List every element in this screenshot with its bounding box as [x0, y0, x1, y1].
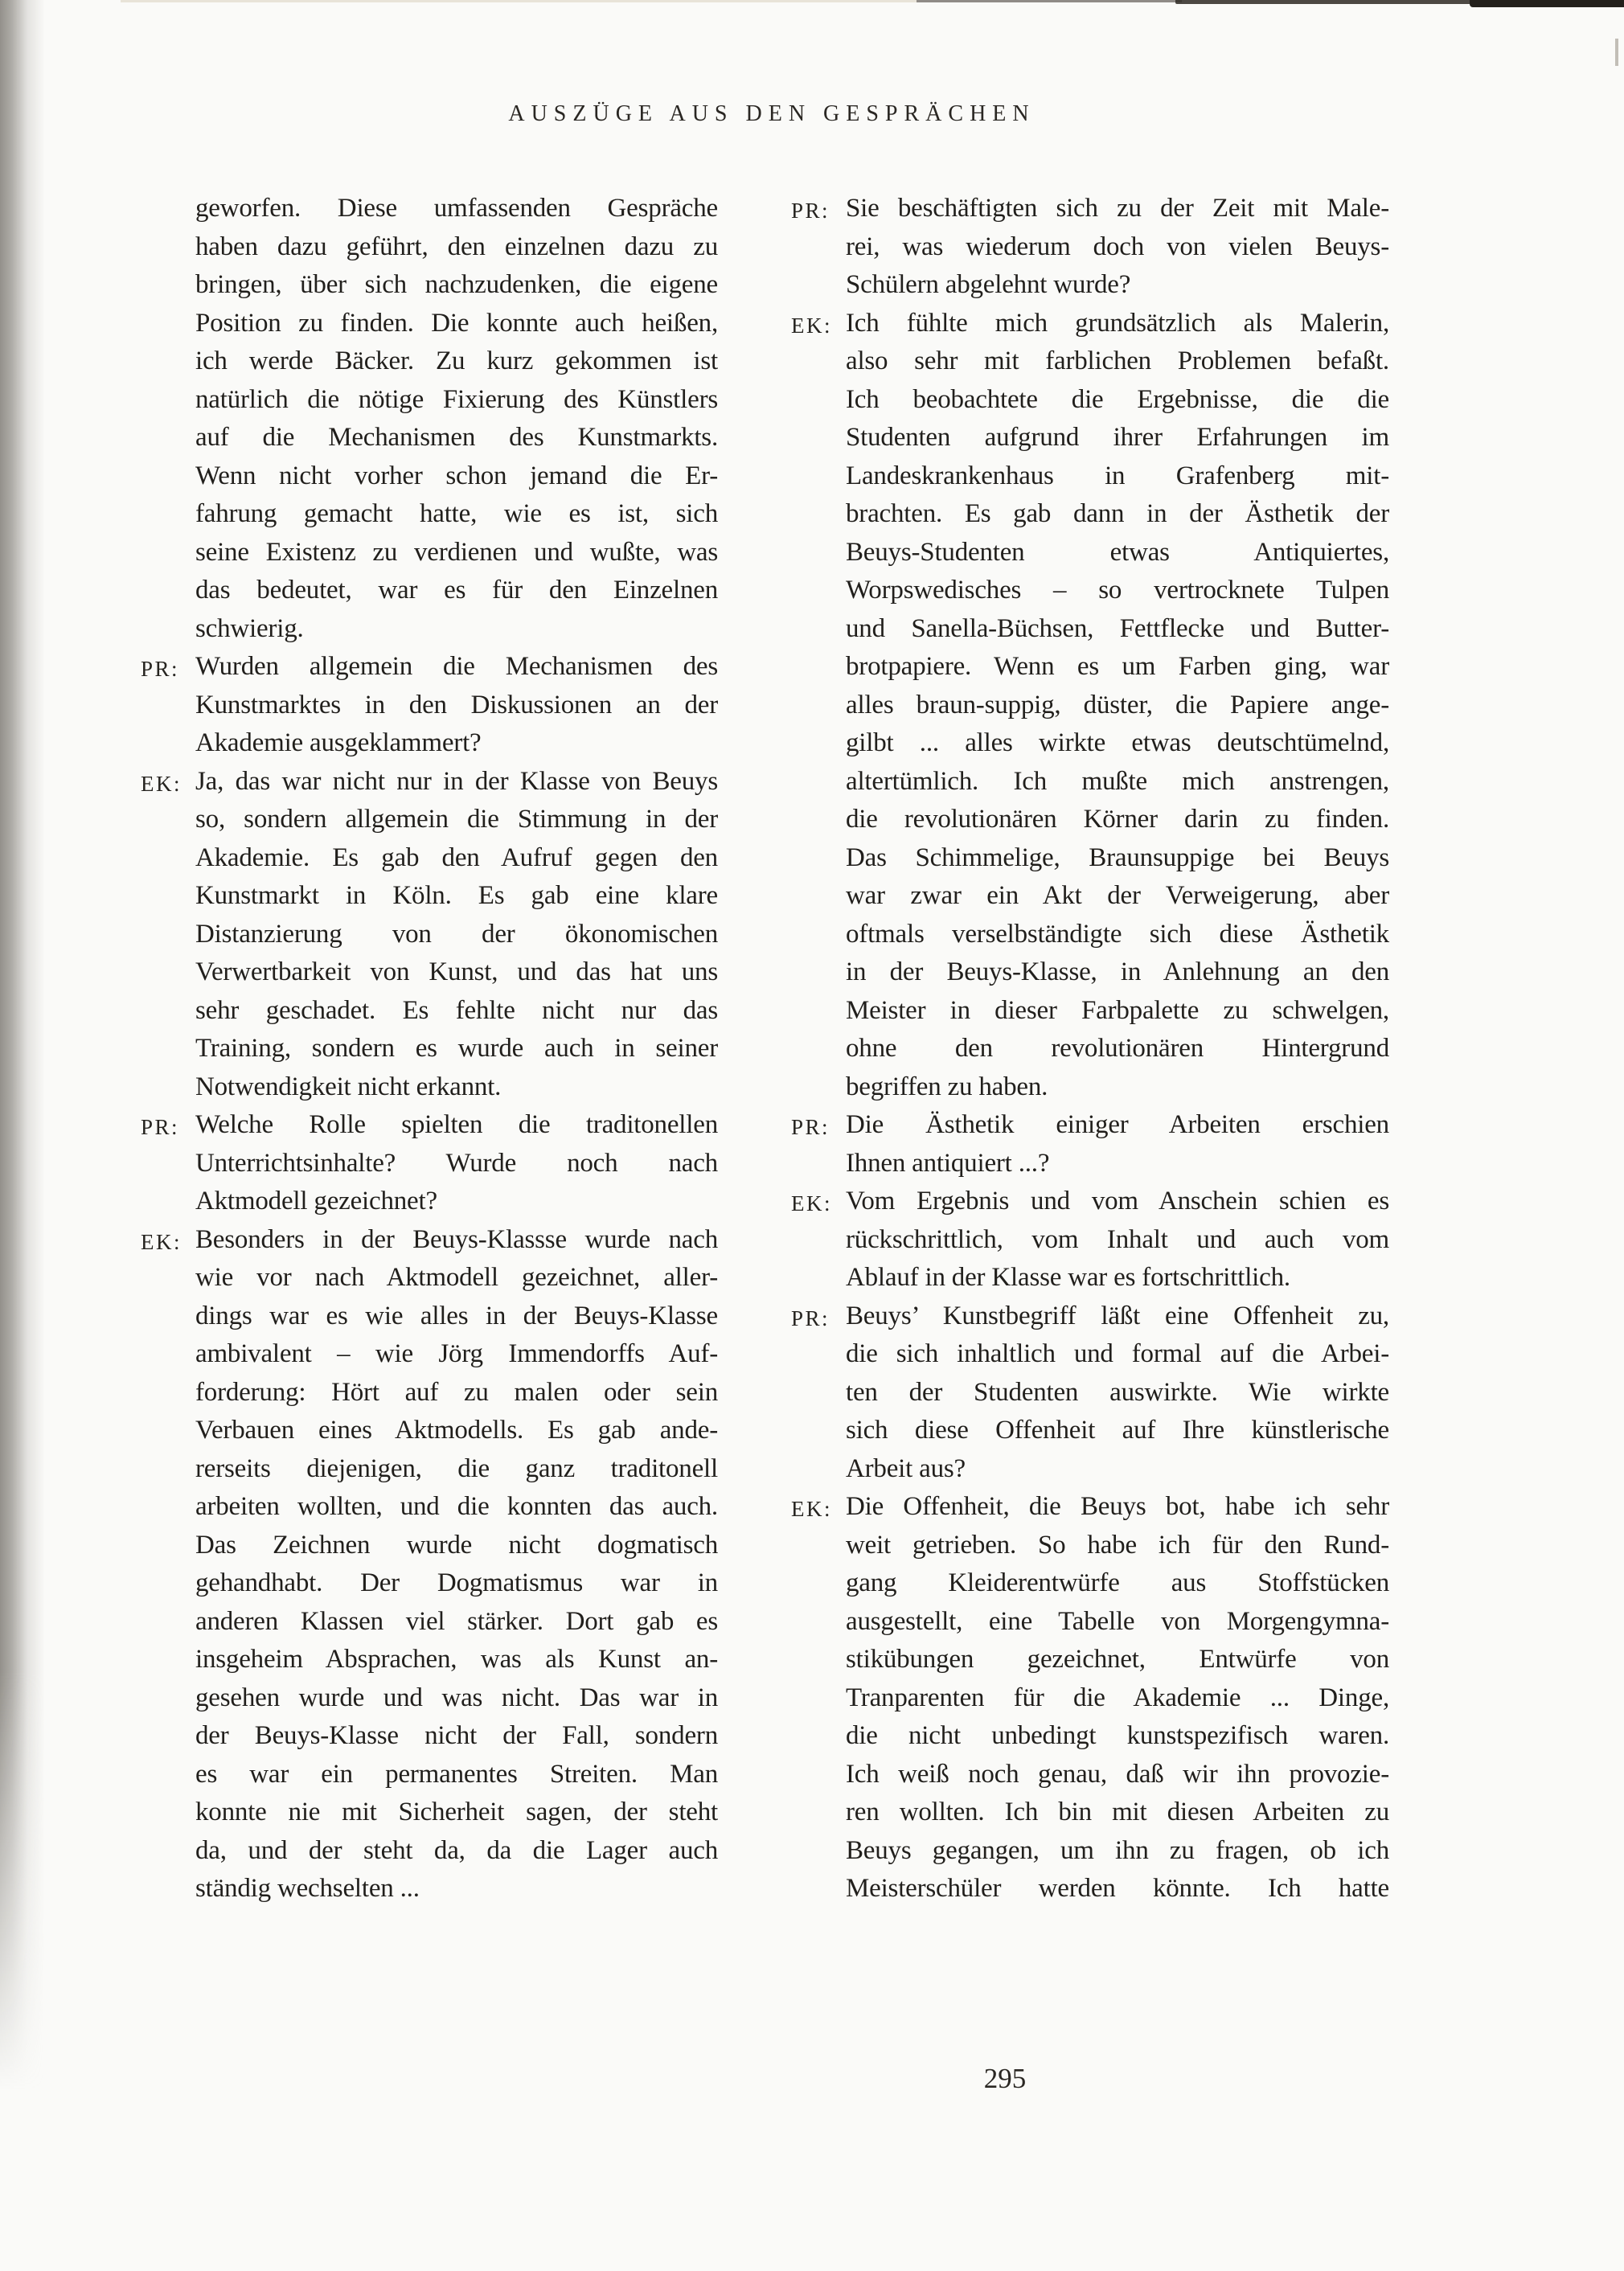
- text-line: [846, 457, 1389, 496]
- text-line: [846, 342, 1389, 381]
- text-line: [846, 953, 1389, 992]
- text-line: [195, 534, 718, 572]
- line-text: da, und der steht da, da die Lager auch: [195, 1835, 718, 1865]
- text-line: [846, 1527, 1389, 1565]
- text-line: [846, 992, 1389, 1031]
- line-text: weit getrieben. So habe ich für den Rund-: [846, 1530, 1389, 1560]
- text-line: [195, 839, 718, 878]
- line-text: sich diese Offenheit auf Ihre künstlerische: [846, 1416, 1389, 1445]
- text-line: [846, 916, 1389, 954]
- text-line: [846, 610, 1389, 649]
- text-line: [195, 266, 718, 305]
- text-line: [195, 1183, 718, 1221]
- text-line: [195, 1297, 718, 1336]
- line-text: Akademie ausgeklammert?: [195, 728, 482, 757]
- line-text: war zwar ein Akt der Verweigerung, aber: [846, 881, 1389, 910]
- speaker-label: PR:: [791, 1306, 830, 1330]
- scan-smudge-top: [121, 0, 917, 2]
- line-text: rei, was wiederum doch von vielen Beuys-: [846, 232, 1389, 261]
- line-text: Aktmodell gezeichnet?: [195, 1187, 437, 1215]
- text-line: [846, 1068, 1389, 1107]
- text-line: [195, 457, 718, 496]
- line-text: so, sondern allgemein die Stimmung in der: [195, 805, 718, 834]
- text-line: [195, 1603, 718, 1642]
- line-text: Distanzierung von der ökonomischen: [195, 919, 718, 949]
- text-line: [141, 1221, 718, 1260]
- line-text: Ich weiß noch genau, daß wir ihn provozie-: [846, 1759, 1389, 1789]
- speaker-label: PR:: [141, 1115, 180, 1139]
- text-line: [195, 1679, 718, 1718]
- line-text: die revolutionären Körner darin zu finden.: [846, 805, 1389, 834]
- line-text: die sich inhaltlich und formal auf die Arbei-: [846, 1339, 1389, 1368]
- line-text: es war ein permanentes Streiten. Man: [195, 1759, 718, 1789]
- line-text: Ja, das war nicht nur in der Klasse von Beuys: [195, 766, 718, 796]
- line-text: Verbauen eines Aktmodells. Es gab ande-: [195, 1416, 718, 1445]
- text-line: [195, 190, 718, 228]
- line-text: Landeskrankenhaus in Grafenberg mit-: [846, 461, 1389, 490]
- text-line: [195, 992, 718, 1031]
- text-line: [195, 724, 718, 763]
- line-text: Meister in dieser Farbpalette zu schwelgen,: [846, 995, 1389, 1025]
- text-line: [141, 763, 718, 801]
- line-text: Unterrichtsinhalte? Wurde noch nach: [195, 1148, 718, 1178]
- text-line: [846, 763, 1389, 801]
- line-text: rerseits diejenigen, die ganz traditonell: [195, 1453, 718, 1483]
- line-text: Position zu finden. Die konnte auch heißen,: [195, 308, 718, 338]
- line-text: Meisterschüler werden könnte. Ich hatte: [846, 1874, 1389, 1903]
- line-text: sehr geschadet. Es fehlte nicht nur das: [195, 995, 718, 1025]
- line-text: Beuys’ Kunstbegriff läßt eine Offenheit zu,: [846, 1301, 1389, 1330]
- text-line: [195, 1068, 718, 1107]
- line-text: forderung: Hört auf zu malen oder sein: [195, 1377, 718, 1407]
- text-line: [846, 1793, 1389, 1832]
- speaker-label: EK:: [141, 771, 182, 796]
- line-text: Die Offenheit, die Beuys bot, habe ich sehr: [846, 1492, 1389, 1521]
- text-line: [791, 1106, 1389, 1145]
- line-text: Schülern abgelehnt wurde?: [846, 270, 1131, 299]
- line-text: gilbt ... alles wirkte etwas deutschtümelnd,: [846, 728, 1389, 757]
- line-text: Tranparenten für die Akademie ... Dinge,: [846, 1683, 1389, 1712]
- text-line: [195, 1335, 718, 1374]
- text-line: [791, 305, 1389, 343]
- speaker-label: EK:: [141, 1229, 182, 1254]
- running-head: AUSZÜGE AUS DEN GESPRÄCHEN: [508, 101, 1036, 126]
- line-text: und Sanella-Büchsen, Fettflecke und Butter-: [846, 613, 1389, 643]
- text-line: [195, 610, 718, 649]
- line-text: Kunstmarktes in den Diskussionen an der: [195, 690, 718, 719]
- text-line: [846, 266, 1389, 305]
- text-line: [846, 1832, 1389, 1871]
- text-line: [846, 1564, 1389, 1603]
- text-line: [846, 1259, 1389, 1297]
- text-line: [195, 381, 718, 420]
- text-line: [846, 1335, 1389, 1374]
- line-text: dings war es wie alles in der Beuys-Klasse: [195, 1301, 718, 1330]
- line-text: brotpapiere. Wenn es um Farben ging, war: [846, 652, 1389, 681]
- text-line: [846, 877, 1389, 916]
- line-text: Beuys gegangen, um ihn zu fragen, ob ich: [846, 1835, 1389, 1865]
- text-line: [195, 228, 718, 267]
- line-text: ohne den revolutionären Hintergrund: [846, 1034, 1389, 1063]
- text-line: [195, 572, 718, 610]
- text-line: [846, 1374, 1389, 1412]
- speaker-label: EK:: [791, 1191, 832, 1215]
- text-line: [791, 1183, 1389, 1221]
- line-text: anderen Klassen viel stärker. Dort gab es: [195, 1606, 718, 1636]
- line-text: Beuys-Studenten etwas Antiquiertes,: [846, 537, 1389, 567]
- text-line: [791, 1488, 1389, 1527]
- text-line: [195, 1450, 718, 1489]
- line-text: geworfen. Diese umfassenden Gespräche: [195, 194, 718, 223]
- text-line: [846, 1030, 1389, 1068]
- text-line: [846, 648, 1389, 687]
- text-line: [195, 1259, 718, 1297]
- scan-line-top-b: [1175, 0, 1474, 4]
- text-line: [791, 190, 1389, 228]
- line-text: schwierig.: [195, 613, 304, 643]
- speaker-label: EK:: [791, 1497, 832, 1521]
- text-line: [195, 953, 718, 992]
- line-text: der Beuys-Klasse nicht der Fall, sondern: [195, 1721, 718, 1750]
- text-line: [846, 1756, 1389, 1794]
- line-text: oftmals verselbständigte sich diese Ästhetik: [846, 919, 1389, 949]
- line-text: gehandhabt. Der Dogmatismus war in: [195, 1568, 718, 1597]
- scan-mark-right-edge: [1615, 39, 1618, 66]
- text-line: [791, 1297, 1389, 1336]
- line-text: Ihnen antiquiert ...?: [846, 1148, 1050, 1178]
- line-text: Arbeit aus?: [846, 1453, 966, 1483]
- text-line: [846, 1145, 1389, 1183]
- line-text: das bedeutet, war es für den Einzelnen: [195, 576, 718, 605]
- line-text: Notwendigkeit nicht erkannt.: [195, 1072, 502, 1101]
- line-text: Das Schimmelige, Braunsuppige bei Beuys: [846, 842, 1389, 872]
- text-line: [846, 1450, 1389, 1489]
- line-text: auf die Mechanismen des Kunstmarkts.: [195, 423, 718, 452]
- line-text: altertümlich. Ich mußte mich anstrengen,: [846, 766, 1389, 796]
- line-text: ausgestellt, eine Tabelle von Morgengymna-: [846, 1606, 1389, 1636]
- text-line: [846, 572, 1389, 610]
- text-line: [195, 687, 718, 725]
- text-line: [195, 801, 718, 839]
- line-text: gang Kleiderentwürfe aus Stoffstücken: [846, 1568, 1389, 1597]
- line-text: Ich beobachtete die Ergebnisse, die die: [846, 384, 1389, 414]
- line-text: Worpswedisches – so vertrocknete Tulpen: [846, 576, 1389, 605]
- text-line: [195, 1793, 718, 1832]
- column-right: [791, 190, 1389, 1908]
- line-text: arbeiten wollten, und die konnten das auch.: [195, 1492, 718, 1521]
- text-line: [846, 1412, 1389, 1450]
- speaker-label: PR:: [791, 1115, 830, 1139]
- text-line: [195, 916, 718, 954]
- text-line: [846, 1603, 1389, 1642]
- line-text: natürlich die nötige Fixierung des Künstlers: [195, 384, 718, 414]
- text-line: [195, 1374, 718, 1412]
- line-text: konnte nie mit Sicherheit sagen, der steht: [195, 1798, 718, 1826]
- text-line: [846, 1870, 1389, 1908]
- line-text: begriffen zu haben.: [846, 1072, 1048, 1101]
- text-line: [195, 1564, 718, 1603]
- line-text: Wenn nicht vorher schon jemand die Er-: [195, 461, 718, 490]
- speaker-label: PR:: [791, 199, 830, 223]
- line-text: wie vor nach Aktmodell gezeichnet, aller-: [195, 1263, 718, 1292]
- line-text: ren wollten. Ich bin mit diesen Arbeiten zu: [846, 1798, 1389, 1826]
- line-text: Sie beschäftigten sich zu der Zeit mit Male-: [846, 194, 1389, 223]
- line-text: ten der Studenten auswirkte. Wie wirkte: [846, 1377, 1389, 1407]
- text-line: [846, 1717, 1389, 1756]
- text-line: [846, 1221, 1389, 1260]
- text-line: [846, 1641, 1389, 1679]
- text-line: [195, 1832, 718, 1871]
- speaker-label: PR:: [141, 657, 180, 681]
- line-text: ständig wechselten ...: [195, 1874, 420, 1903]
- text-line: [846, 687, 1389, 725]
- line-text: Besonders in der Beuys-Klassse wurde nach: [195, 1224, 718, 1254]
- text-line: [195, 1870, 718, 1908]
- text-line: [846, 839, 1389, 878]
- text-line: [195, 305, 718, 343]
- text-line: [195, 1030, 718, 1068]
- line-text: Welche Rolle spielten die traditonellen: [195, 1110, 718, 1139]
- text-line: [195, 1145, 718, 1183]
- text-line: [195, 1641, 718, 1679]
- line-text: also sehr mit farblichen Problemen befaßt.: [846, 346, 1389, 375]
- page-number: 295: [983, 2063, 1027, 2094]
- text-line: [195, 877, 718, 916]
- text-line: [195, 1488, 718, 1527]
- line-text: Ich fühlte mich grundsätzlich als Malerin,: [846, 308, 1389, 338]
- text-line: [846, 228, 1389, 267]
- line-text: die nicht unbedingt kunstspezifisch waren.: [846, 1721, 1389, 1750]
- line-text: stikübungen gezeichnet, Entwürfe von: [846, 1645, 1389, 1674]
- column-left: [141, 190, 718, 1908]
- text-line: [195, 1717, 718, 1756]
- line-text: Kunstmarkt in Köln. Es gab eine klare: [195, 881, 718, 910]
- line-text: gesehen wurde und was nicht. Das war in: [195, 1683, 718, 1712]
- scan-line-top-c: [1470, 0, 1624, 7]
- line-text: Wurden allgemein die Mechanismen des: [195, 652, 718, 681]
- text-line: [846, 724, 1389, 763]
- line-text: Training, sondern es wurde auch in seiner: [195, 1034, 718, 1063]
- text-line: [195, 342, 718, 381]
- line-text: in der Beuys-Klasse, in Anlehnung an den: [846, 957, 1389, 986]
- line-text: brachten. Es gab dann in der Ästhetik der: [846, 499, 1389, 528]
- line-text: insgeheim Absprachen, was als Kunst an-: [195, 1645, 718, 1674]
- line-text: haben dazu geführt, den einzelnen dazu zu: [195, 232, 718, 261]
- line-text: fahrung gemacht hatte, wie es ist, sich: [195, 499, 718, 528]
- line-text: Ablauf in der Klasse war es fortschrittlich.: [846, 1263, 1290, 1292]
- text-line: [195, 1527, 718, 1565]
- text-line: [846, 495, 1389, 534]
- line-text: Das Zeichnen wurde nicht dogmatisch: [195, 1530, 718, 1560]
- line-text: bringen, über sich nachzudenken, die eigene: [195, 270, 718, 299]
- text-line: [846, 801, 1389, 839]
- text-line: [846, 381, 1389, 420]
- line-text: alles braun-suppig, düster, die Papiere ange-: [846, 690, 1389, 719]
- text-line: [195, 1756, 718, 1794]
- line-text: Verwertbarkeit von Kunst, und das hat uns: [195, 957, 718, 986]
- line-text: Akademie. Es gab den Aufruf gegen den: [195, 842, 718, 872]
- text-line: [846, 534, 1389, 572]
- text-line: [195, 495, 718, 534]
- text-line: [195, 1412, 718, 1450]
- scan-line-top-a: [917, 0, 1182, 2]
- speaker-label: EK:: [791, 313, 832, 338]
- scan-shadow-left-edge: [0, 0, 50, 2090]
- line-text: Vom Ergebnis und vom Anschein schien es: [846, 1187, 1389, 1215]
- line-text: Studenten aufgrund ihrer Erfahrungen im: [846, 423, 1389, 452]
- line-text: Die Ästhetik einiger Arbeiten erschien: [846, 1110, 1389, 1139]
- line-text: rückschrittlich, vom Inhalt und auch vom: [846, 1224, 1389, 1254]
- line-text: seine Existenz zu verdienen und wußte, was: [195, 537, 718, 567]
- line-text: ich werde Bäcker. Zu kurz gekommen ist: [195, 346, 718, 375]
- text-line: [846, 1679, 1389, 1718]
- text-line: [141, 1106, 718, 1145]
- text-line: [846, 419, 1389, 457]
- text-line: [195, 419, 718, 457]
- line-text: ambivalent – wie Jörg Immendorffs Auf-: [195, 1339, 718, 1368]
- text-line: [141, 648, 718, 687]
